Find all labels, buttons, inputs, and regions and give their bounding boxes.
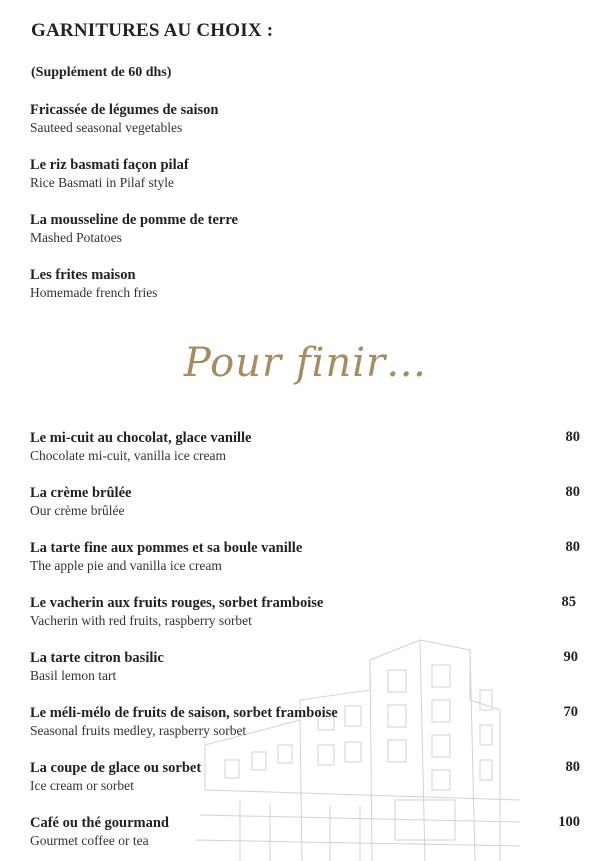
item-name-fr: Les frites maison [30,267,136,283]
item-name-fr: Le vacherin aux fruits rouges, sorbet framboise [30,595,324,611]
garnitures-title: GARNITURES AU CHOIX : [31,20,274,41]
item-name-en: Mashed Potatoes [30,230,122,245]
item-name-fr: Le riz basmati façon pilaf [30,157,189,173]
item-price: 80 [565,759,580,775]
item-name-en: Chocolate mi-cuit, vanilla ice cream [30,448,227,463]
supplement-note: (Supplément de 60 dhs) [31,65,172,80]
garniture-item [30,211,580,247]
dessert-item [30,759,580,795]
item-name-fr: Le mi-cuit au chocolat, glace vanille [30,430,252,446]
dessert-item [30,539,580,575]
item-name-fr: La coupe de glace ou sorbet [30,760,202,776]
dessert-item [30,704,580,740]
dessert-item [30,594,580,630]
item-price: 80 [565,429,580,445]
item-price: 80 [565,539,580,555]
item-name-fr: La tarte citron basilic [30,650,164,666]
dessert-item [30,814,580,850]
garniture-item [30,266,580,302]
item-name-en: The apple pie and vanilla ice cream [30,558,222,573]
garniture-item [30,156,580,192]
item-name-fr: Café ou thé gourmand [30,815,169,831]
item-name-en: Seasonal fruits medley, raspberry sorbet [30,723,247,738]
item-name-en: Rice Basmati in Pilaf style [30,175,174,190]
item-name-fr: Le méli-mélo de fruits de saison, sorbet framboise [30,705,338,721]
item-name-en: Vacherin with red fruits, raspberry sorbet [30,613,252,628]
item-name-en: Sauteed seasonal vegetables [30,120,183,135]
item-price: 90 [563,649,578,665]
dessert-item [30,649,580,685]
item-name-en: Homemade french fries [30,285,158,300]
item-price: 85 [561,594,576,610]
garniture-item [30,101,580,137]
dessert-item [30,484,580,520]
item-price: 80 [565,484,580,500]
item-name-en: Ice cream or sorbet [30,778,134,793]
dessert-item [30,429,580,465]
item-name-en: Gourmet coffee or tea [30,833,149,848]
item-price: 70 [563,704,578,720]
item-name-fr: La mousseline de pomme de terre [30,212,238,228]
item-name-fr: La tarte fine aux pommes et sa boule vanille [30,540,303,556]
item-name-fr: Fricassée de légumes de saison [30,102,219,118]
item-price: 100 [558,814,580,830]
item-name-fr: La crème brûlée [30,485,132,501]
item-name-en: Our crème brûlée [30,503,125,518]
item-name-en: Basil lemon tart [30,668,117,683]
section-heading-pour-finir: Pour finir… [183,340,428,386]
